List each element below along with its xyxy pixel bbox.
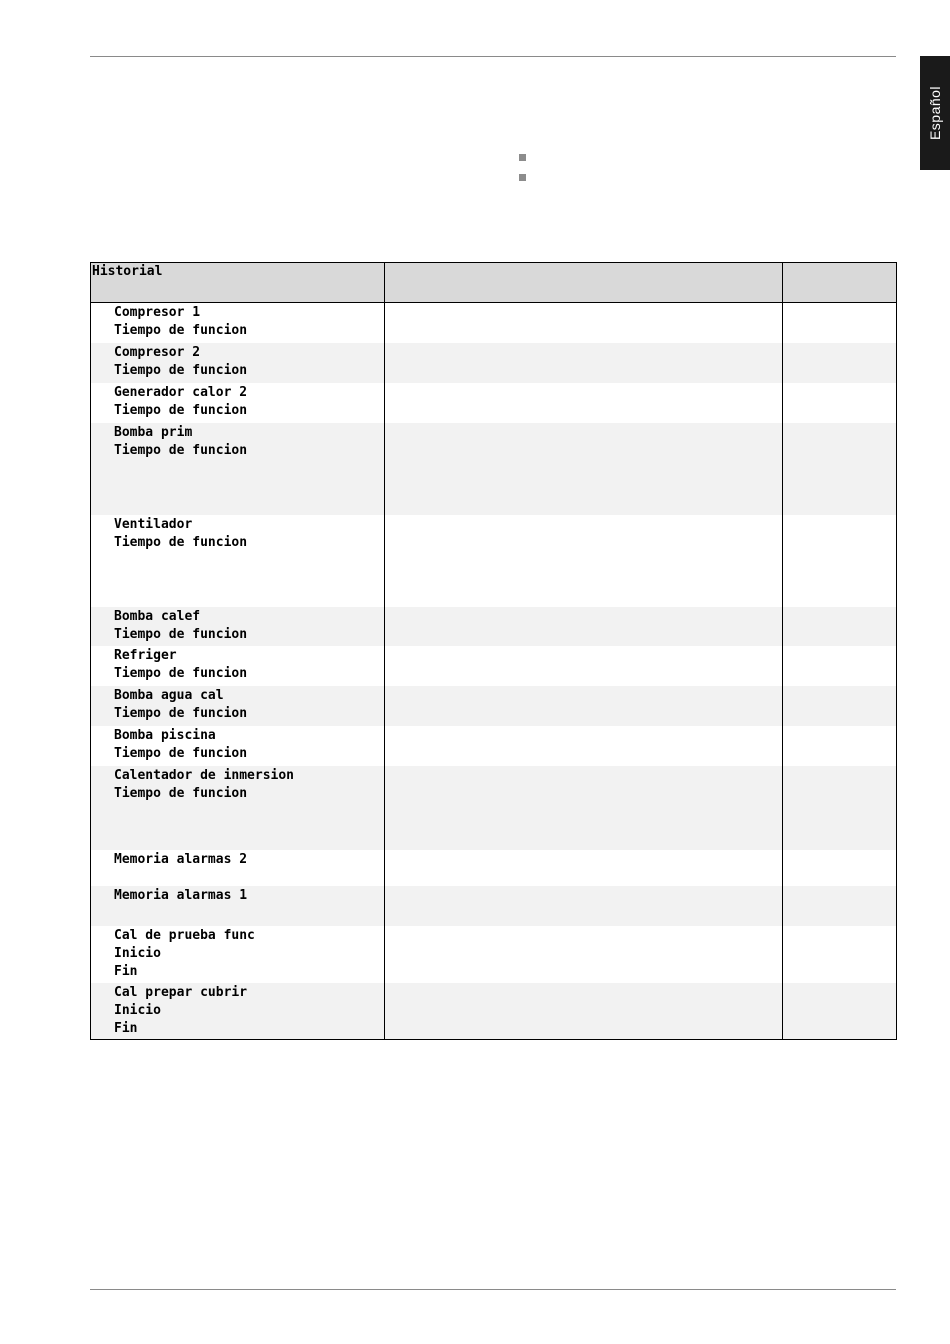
- menu-item-cell: [91, 607, 385, 646]
- menu-item-cell: [91, 343, 385, 383]
- menu-item-line: Ventilador: [114, 516, 193, 532]
- description-cell: [385, 515, 783, 607]
- menu-item-line: Bomba piscina: [114, 727, 216, 743]
- menu-item-line: Tiempo de funcion: [114, 705, 248, 721]
- menu-item-line: Cal de prueba func: [114, 927, 255, 943]
- description-cell: [385, 646, 783, 686]
- history-table: [90, 262, 897, 1040]
- table-row: [91, 383, 897, 423]
- value-cell: [783, 766, 897, 850]
- description-cell: [385, 850, 783, 886]
- value-cell: [783, 983, 897, 1040]
- language-tab-label: Español: [927, 85, 943, 141]
- table-row: [91, 983, 897, 1040]
- value-cell: [783, 515, 897, 607]
- table-row: [91, 850, 897, 886]
- table-row: [91, 726, 897, 766]
- header-title: Historial: [92, 264, 163, 279]
- menu-item-cell: [91, 686, 385, 726]
- menu-item-line: Memoria alarmas 2: [114, 851, 248, 867]
- description-cell: [385, 686, 783, 726]
- menu-item-line: Bomba prim: [114, 424, 193, 440]
- value-cell: [783, 850, 897, 886]
- value-cell: [783, 646, 897, 686]
- menu-item-cell: [91, 726, 385, 766]
- menu-item-line: Tiempo de funcion: [114, 323, 248, 338]
- menu-item-cell: [91, 983, 385, 1040]
- description-cell: [385, 607, 783, 646]
- table-header-row: [91, 263, 897, 303]
- header-cell-description: [385, 263, 783, 303]
- value-cell: [783, 886, 897, 926]
- description-cell: [385, 766, 783, 850]
- menu-item-line: Fin: [114, 963, 138, 979]
- description-cell: [385, 983, 783, 1040]
- menu-item-line: Calentador de inmersion: [114, 767, 295, 783]
- menu-item-line: Bomba calef: [114, 608, 201, 624]
- bottom-rule: [90, 1289, 896, 1290]
- menu-item-cell: [91, 766, 385, 850]
- table-body: [91, 303, 897, 1040]
- menu-item-line: Generador calor 2: [114, 384, 248, 400]
- bullet-square-icon: [519, 154, 526, 161]
- menu-item-line: Refriger: [114, 647, 177, 663]
- menu-item-cell: [91, 926, 385, 983]
- menu-item-line: Tiempo de funcion: [114, 745, 248, 761]
- bullet-square-icon: [519, 174, 526, 181]
- value-cell: [783, 607, 897, 646]
- language-tab: [920, 56, 950, 170]
- description-cell: [385, 726, 783, 766]
- table-row: [91, 423, 897, 515]
- menu-item-line: Inicio: [114, 945, 161, 961]
- menu-item-line: Tiempo de funcion: [114, 665, 248, 681]
- table-row: [91, 343, 897, 383]
- header-cell-menu: [91, 263, 385, 303]
- table-row: [91, 515, 897, 607]
- description-cell: [385, 886, 783, 926]
- menu-item-line: Tiempo de funcion: [114, 785, 248, 801]
- description-cell: [385, 423, 783, 515]
- menu-item-line: Memoria alarmas 1: [114, 887, 248, 903]
- menu-item-line: Fin: [114, 1020, 138, 1036]
- menu-item-line: Tiempo de funcion: [114, 402, 248, 418]
- menu-item-line: Tiempo de funcion: [114, 442, 248, 458]
- top-rule: [90, 56, 896, 57]
- description-cell: [385, 926, 783, 983]
- menu-item-cell: [91, 383, 385, 423]
- value-cell: [783, 303, 897, 343]
- value-cell: [783, 423, 897, 515]
- table-row: [91, 686, 897, 726]
- menu-item-line: Tiempo de funcion: [114, 626, 248, 642]
- table-row: [91, 646, 897, 686]
- menu-item-line: Compresor 2: [114, 344, 201, 360]
- menu-item-line: Tiempo de funcion: [114, 362, 248, 378]
- table-row: [91, 766, 897, 850]
- description-cell: [385, 343, 783, 383]
- table-row: [91, 303, 897, 343]
- menu-item-cell: [91, 515, 385, 607]
- value-cell: [783, 926, 897, 983]
- menu-item-cell: [91, 850, 385, 886]
- menu-item-cell: [91, 886, 385, 926]
- description-cell: [385, 383, 783, 423]
- value-cell: [783, 726, 897, 766]
- value-cell: [783, 686, 897, 726]
- menu-item-line: Bomba agua cal: [114, 687, 224, 703]
- menu-item-line: Tiempo de funcion: [114, 534, 248, 550]
- menu-item-line: Cal prepar cubrir: [114, 984, 248, 1000]
- value-cell: [783, 383, 897, 423]
- menu-item-cell: [91, 423, 385, 515]
- menu-item-line: Compresor 1: [114, 305, 201, 320]
- table-row: [91, 926, 897, 983]
- description-cell: [385, 303, 783, 343]
- menu-item-cell: [91, 303, 385, 343]
- table-row: [91, 607, 897, 646]
- table-row: [91, 886, 897, 926]
- header-cell-value: [783, 263, 897, 303]
- menu-item-cell: [91, 646, 385, 686]
- menu-item-line: Inicio: [114, 1002, 161, 1018]
- value-cell: [783, 343, 897, 383]
